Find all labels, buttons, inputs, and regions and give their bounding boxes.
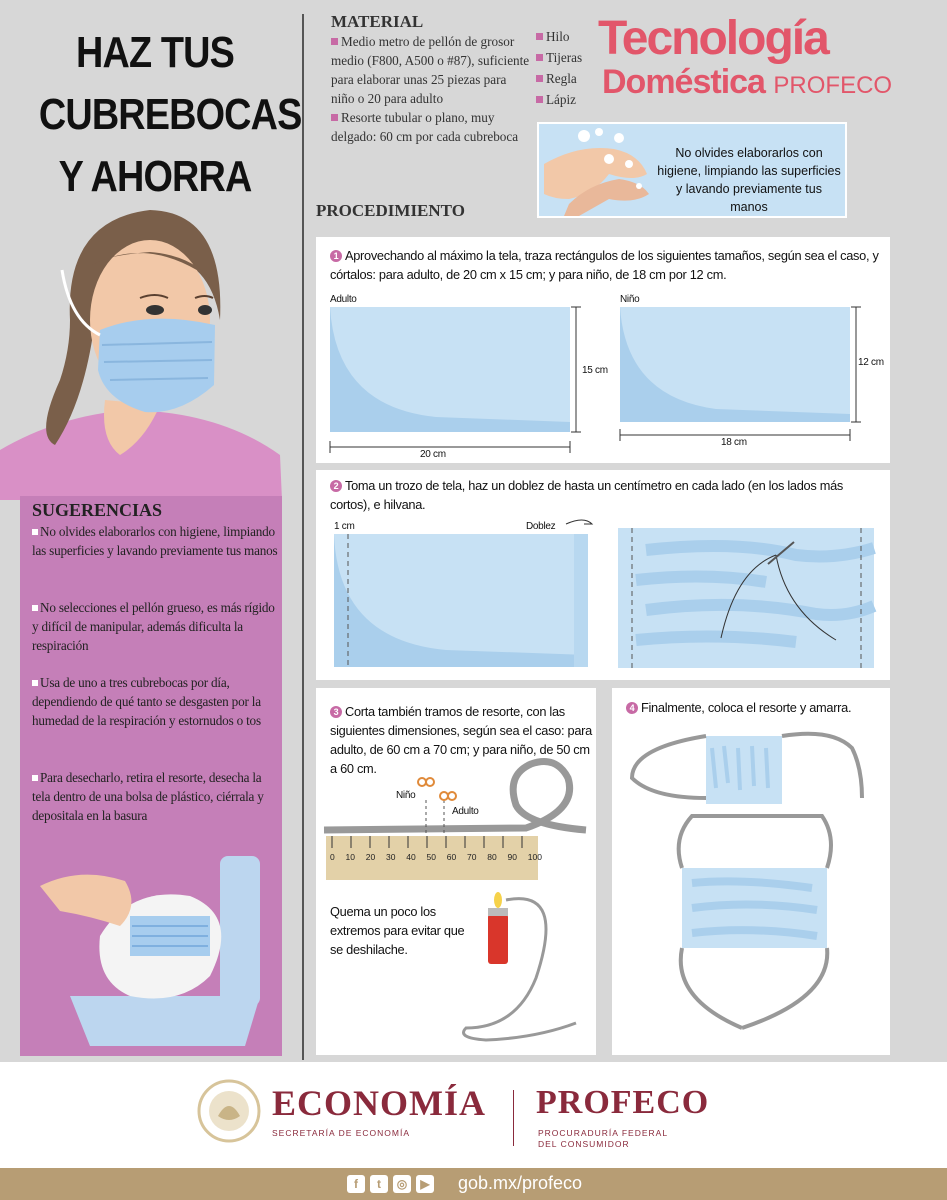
brand-line-1: Tecnología (598, 12, 828, 65)
hygiene-box (537, 122, 847, 218)
economia-subtitle: SECRETARÍA DE ECONOMÍA (272, 1128, 411, 1138)
fold-diagram (316, 510, 890, 680)
suggestion-item (32, 598, 278, 655)
bullet-icon (32, 680, 38, 686)
brand-logo (598, 14, 918, 104)
material-item-text: Medio metro de pellón de grosor medio (F800, A500 o #87), suficiente para elaborar unas 25 piezas para niño o 20 para adulto (331, 34, 530, 106)
ruler-tick: 50 (426, 852, 436, 862)
facebook-icon[interactable]: f (347, 1175, 365, 1193)
profeco-subtitle-2: DEL CONSUMIDOR (538, 1139, 630, 1149)
footer-divider (513, 1090, 514, 1146)
material-item (536, 89, 582, 110)
material-item-text: Regla (546, 71, 577, 86)
social-icons (347, 1175, 439, 1193)
profeco-logo: PROFECO (536, 1084, 710, 1121)
material-item-text: Lápiz (546, 92, 577, 107)
step-1-text (330, 246, 886, 284)
title-line-3: Y AHORRA (58, 152, 252, 201)
fold-label: Doblez (526, 521, 556, 532)
bullet-icon (331, 114, 338, 121)
ruler-tick: 10 (345, 852, 355, 862)
step-4-panel (612, 688, 890, 1055)
step-1-panel (316, 237, 890, 463)
bullet-icon (331, 38, 338, 45)
step-text: Toma un trozo de tela, haz un doblez de hasta un centímetro en cada lado (en los lados más cortos), e hilvana. (330, 478, 843, 512)
ruler-tick: 60 (446, 852, 457, 862)
ruler-tick: 80 (487, 852, 497, 862)
adult-cut-label: Adulto (452, 806, 479, 817)
ruler-tick: 100 (527, 852, 542, 862)
material-section (331, 12, 531, 146)
bullet-icon (32, 605, 38, 611)
material-heading: MATERIAL (331, 12, 424, 31)
ruler-tick: 90 (507, 852, 517, 862)
lighter-icon (456, 888, 596, 1053)
step-2-text (330, 476, 870, 514)
adult-label: Adulto (330, 294, 357, 305)
suggestion-text: Para desecharlo, retira el resorte, desecha la tela dentro de una bolsa de plástico, ciérrala y depositala en la basura (32, 770, 264, 823)
website-link[interactable]: gob.mx/profeco (458, 1173, 583, 1193)
step-number: 2 (330, 480, 342, 492)
ruler-tick: 70 (467, 852, 477, 862)
step-4-text (626, 698, 886, 717)
economia-logo: ECONOMÍA (272, 1083, 486, 1123)
youtube-icon[interactable]: ▶ (416, 1175, 434, 1193)
suggestion-item (32, 768, 278, 825)
hand-washing-icon (539, 124, 654, 216)
material-item-text: Resorte tubular o plano, muy delgado: 60 cm por cada cubreboca (331, 110, 519, 144)
step-number: 1 (330, 250, 342, 262)
material-item (331, 32, 531, 108)
bullet-icon (536, 54, 543, 61)
page-title (20, 22, 302, 208)
woman-illustration (0, 200, 300, 500)
bullet-icon (536, 75, 543, 82)
hygiene-note: No olvides elaborarlos con higiene, limpiando las superficies y lavando previamente tus manos (657, 146, 841, 214)
ruler-tick: 40 (406, 852, 416, 862)
bullet-icon (536, 96, 543, 103)
step-number: 4 (626, 702, 638, 714)
coat-of-arms-icon (196, 1078, 262, 1144)
suggestions-heading: SUGERENCIAS (32, 500, 163, 520)
ruler-labels (330, 852, 542, 862)
material-item-text: Hilo (546, 29, 570, 44)
footer (0, 1062, 947, 1168)
suggestion-item (32, 673, 278, 730)
step-2-panel (316, 470, 890, 680)
adult-height: 15 cm (582, 365, 608, 376)
suggestion-text: No olvides elaborarlos con higiene, limpiando las superficies y lavando previamente tus manos (32, 524, 278, 558)
title-line-2: CUBREBOCAS (38, 90, 302, 139)
finished-mask-illustration (612, 728, 890, 1055)
title-line-1: HAZ TUS (76, 28, 234, 77)
child-label: Niño (620, 294, 640, 305)
trash-disposal-illustration (40, 836, 280, 1054)
child-cut-label: Niño (396, 790, 416, 801)
suggestion-text: No selecciones el pellón grueso, es más rígido y difícil de manipular, además dificulta la respiración (32, 600, 275, 653)
suggestion-item (32, 522, 278, 560)
material-item-text: Tijeras (546, 50, 583, 65)
twitter-icon[interactable]: t (370, 1175, 388, 1193)
child-height: 12 cm (858, 357, 884, 368)
step-text: Corta también tramos de resorte, con las siguientes dimensiones, según sea el caso: para adulto, de 60 cm a 70 cm; y para niño, de 50 cm a 60 cm. (330, 704, 592, 776)
ruler-tick: 20 (365, 852, 376, 862)
brand-profeco: PROFECO (773, 72, 893, 99)
bullet-icon (536, 33, 543, 40)
burn-note: Quema un poco los extremos para evitar que se deshilache. (330, 904, 465, 957)
material-item (536, 47, 582, 68)
fabric-rectangles (316, 297, 890, 463)
step-number: 3 (330, 706, 342, 718)
bullet-icon (32, 529, 38, 535)
procedure-heading: PROCEDIMIENTO (316, 201, 465, 220)
bullet-icon (32, 775, 38, 781)
brand-line-2 (602, 64, 918, 104)
adult-width: 20 cm (420, 449, 446, 460)
step-text: Finalmente, coloca el resorte y amarra. (641, 700, 852, 715)
suggestions-panel (20, 496, 282, 1056)
child-width: 18 cm (721, 437, 747, 448)
profeco-subtitle-1: PROCURADURÍA FEDERAL (538, 1128, 669, 1138)
material-item (331, 108, 531, 146)
column-divider (302, 14, 304, 1060)
suggestion-text: Usa de uno a tres cubrebocas por día, dependiendo de qué tanto se desgasten por la humedad de la respiración y estornudos o tos (32, 675, 261, 728)
material-item (536, 68, 582, 89)
brand-word: Doméstica (602, 63, 765, 101)
ruler-tick: 0 (330, 852, 335, 862)
material-item (536, 26, 582, 47)
instagram-icon[interactable]: ◎ (393, 1175, 411, 1193)
social-bar (0, 1168, 947, 1200)
step-text: Aprovechando al máximo la tela, traza rectángulos de los siguientes tamaños, según sea el caso, y córtalos: para adulto, de 20 cm x 15 cm; y para niño, de 18 cm por 12 cm. (330, 248, 879, 282)
ruler-tick: 30 (386, 852, 396, 862)
one-cm-label: 1 cm (334, 521, 355, 532)
step-3-panel (316, 688, 596, 1055)
material-list-right (536, 26, 582, 110)
